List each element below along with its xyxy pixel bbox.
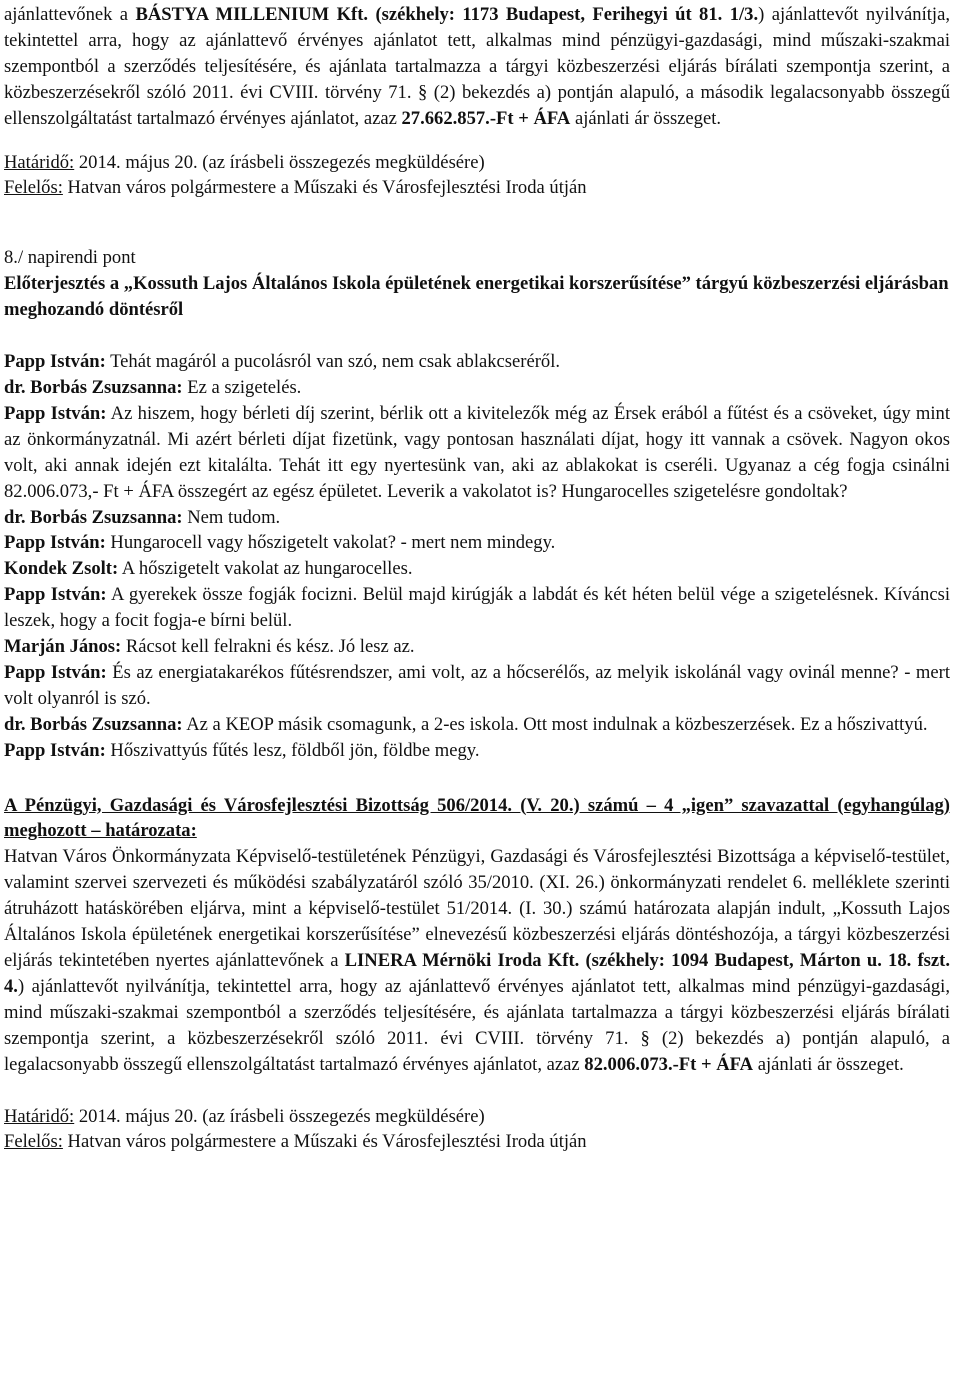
speech-text: Nem tudom. (182, 506, 281, 528)
dialogue-line (4, 375, 950, 401)
dialogue-line (4, 582, 950, 634)
award-amount: 27.662.857.-Ft + ÁFA (401, 107, 571, 129)
dialogue-line (4, 505, 950, 531)
speech-text: Hungarocell vagy hőszigetelt vakolat? - mert nem mindegy. (105, 532, 556, 554)
dialogue (4, 349, 950, 764)
responsible-value: Hatvan város polgármestere a Műszaki és Városfejlesztési Iroda útján (62, 1131, 587, 1153)
resolution-heading-text: A Pénzügyi, Gazdasági és Városfejlesztési Bizottság 506/2014. (V. 20.) számú – 4 „igen” szavazattal (egyhangúlag) meghozott – határozata: (4, 794, 950, 842)
speech-text: És az energiatakarékos fűtésrendszer, ami volt, az a hőcserélős, az melyik iskolánál vagy ovinál menne? - mert volt olyanról is szó. (4, 661, 951, 709)
deadline-value: 2014. május 20. (az írásbeli összegezés megküldésére) (74, 151, 485, 173)
award-paragraph-1 (4, 2, 950, 132)
dialogue-line (4, 530, 950, 556)
spacer (4, 323, 950, 349)
responsible-line (4, 175, 950, 201)
spacer (4, 764, 950, 793)
speech-text: A hőszigetelt vakolat az hungarocelles. (118, 558, 413, 580)
speaker-name: Kondek Zsolt: (4, 558, 119, 580)
deadline-label: Határidő: (4, 1105, 75, 1127)
text-run: ajánlati ár összeget. (570, 107, 722, 129)
speech-text: Rácsot kell felrakni és kész. Jó lesz az. (121, 636, 415, 658)
deadline-label: Határidő: (4, 151, 75, 173)
speaker-name: Papp István: (4, 739, 106, 761)
agenda-title-text: Előterjesztés a „Kossuth Lajos Általános Iskola épületének energetikai korszerűsítése” tárgyú közbeszerzési eljárásban meghozandó döntésről (4, 273, 949, 321)
resolution-heading (4, 793, 950, 845)
speech-text: Hőszivattyús fűtés lesz, földből jön, földbe megy. (105, 739, 480, 761)
speech-text: Tehát magáról a pucolásról van szó, nem csak ablakcseréről. (105, 351, 561, 373)
speaker-name: dr. Borbás Zsuzsanna: (4, 376, 183, 398)
speaker-name: Marján János: (4, 636, 122, 658)
responsible-value: Hatvan város polgármestere a Műszaki és Városfejlesztési Iroda útján (62, 177, 587, 199)
speech-text: Ez a szigetelés. (182, 376, 302, 398)
dialogue-line (4, 738, 950, 764)
award-amount: 82.006.073.-Ft + ÁFA (584, 1053, 754, 1075)
spacer (4, 201, 950, 245)
responsible-label: Felelős: (4, 1131, 63, 1153)
speaker-name: Papp István: (4, 661, 107, 683)
resolution-paragraph (4, 844, 950, 1077)
company-name: LINERA Mérnöki Iroda Kft. (székhely: 1094 Budapest, Márton u. 18. fszt. 4. (4, 950, 950, 997)
dialogue-line (4, 401, 950, 505)
document-page (4, 2, 950, 1155)
speaker-name: Papp István: (4, 532, 106, 554)
dialogue-line (4, 349, 950, 375)
speaker-name: Papp István: (4, 584, 107, 606)
deadline-line (4, 1104, 950, 1130)
dialogue-line (4, 556, 950, 582)
speaker-name: Papp István: (4, 351, 106, 373)
dialogue-line (4, 634, 950, 660)
dialogue-line (4, 712, 950, 738)
text-run: ajánlattevőnek a (4, 4, 136, 25)
text-run: ) ajánlattevőt nyilvánítja, tekintettel arra, hogy az ajánlattevő érvényes ajánlatot tett, alkalmas mind pénzügyi-gazdasági, mind műszaki-szakmai szempontból a szerződés teljesítésére, és ajánlata tartalmazza a tárgyi közbeszerzési eljárás bírálati szempontja szerint, a közbeszerzésekről szóló 2011. évi CVIII. törvény 71. § (2) bekezdés a) pontján alapuló, a legalacsonyabb összegű ellenszolgáltatást tartalmazó érvényes ajánlatot, azaz (4, 975, 950, 1075)
text-run: ajánlati ár összeget. (753, 1053, 904, 1075)
speech-text: A gyerekek össze fogják focizni. Belül majd kirúgják a labdát és két héten belül vége a szigetelésnek. Kíváncsi leszek, hogy a focit fogja-e bírni belül. (4, 584, 950, 632)
spacer (4, 1078, 950, 1104)
responsible-line (4, 1129, 950, 1155)
responsible-label: Felelős: (4, 177, 63, 199)
text-run: Hatvan Város Önkormányzata Képviselő-testületének Pénzügyi, Gazdasági és Városfejlesztési Bizottsága a képviselő-testület, valamint szervei szervezeti és működési szabályzatáról szóló 35/2010. (XI. 26.) önkormányzati rendelet 6. melléklete szerinti átruházott hatáskörében eljárva, mint a képviselő-testület 51/2014. (I. 30.) számú határozata alapján indult, „Kossuth Lajos Általános Iskola épületének energetikai korszerűsítése” elnevezésű közbeszerzési eljárás döntéshozója, a tárgyi közbeszerzési eljárás tekintetében nyertes ajánlattevőnek a (4, 846, 950, 971)
speaker-name: dr. Borbás Zsuzsanna: (4, 506, 183, 528)
text-run: ) ajánlattevőt nyilvánítja, tekintettel arra, hogy az ajánlattevő érvényes ajánlatot tett, alkalmas mind pénzügyi-gazdasági, mind műszaki-szakmai szempontból a szerződés teljesítésére, és ajánlata tartalmazza a tárgyi közbeszerzési eljárás bírálati szempontja szerint, a közbeszerzésekről szóló 2011. évi CVIII. törvény 71. § (2) bekezdés a) pontján alapuló, a második legalacsonyabb összegű ellenszolgáltatást tartalmazó érvényes ajánlatot, azaz (4, 4, 950, 129)
speech-text: Az hiszem, hogy bérleti díj szerint, bérlik ott a kivitelezők még az Érsek erából a fűtést és a csöveket, úgy mint az önkormányzatnál. Mi azért bérleti díjat fizetünk, vagy pontosan használati díjat, hogy itt vannak a csövek. Nagyon okos volt, aki annak idején ezt kitalálta. Tehát itt egy nyertesünk van, aki az ablakokat is cseréli. Ugyanaz a cég fogja csinálni 82.006.073,- Ft + ÁFA összegért az egész épületet. Leverik a vakolatot is? Hungarocelles szigetelésre gondoltak? (4, 402, 951, 502)
dialogue-line (4, 660, 950, 712)
company-name: BÁSTYA MILLENIUM Kft. (székhely: 1173 Budapest, Ferihegyi út 81. 1/3. (135, 4, 759, 25)
speaker-name: Papp István: (4, 402, 107, 424)
agenda-number: 8./ napirendi pont (4, 247, 136, 269)
deadline-line (4, 150, 950, 176)
speech-text: Az a KEOP másik csomagunk, a 2-es iskola. Ott most indulnak a közbeszerzések. Ez a hőszivattyú. (182, 713, 928, 735)
deadline-value: 2014. május 20. (az írásbeli összegezés megküldésére) (74, 1105, 485, 1127)
speaker-name: dr. Borbás Zsuzsanna: (4, 713, 183, 735)
spacer (4, 132, 950, 150)
agenda-title (4, 271, 950, 323)
